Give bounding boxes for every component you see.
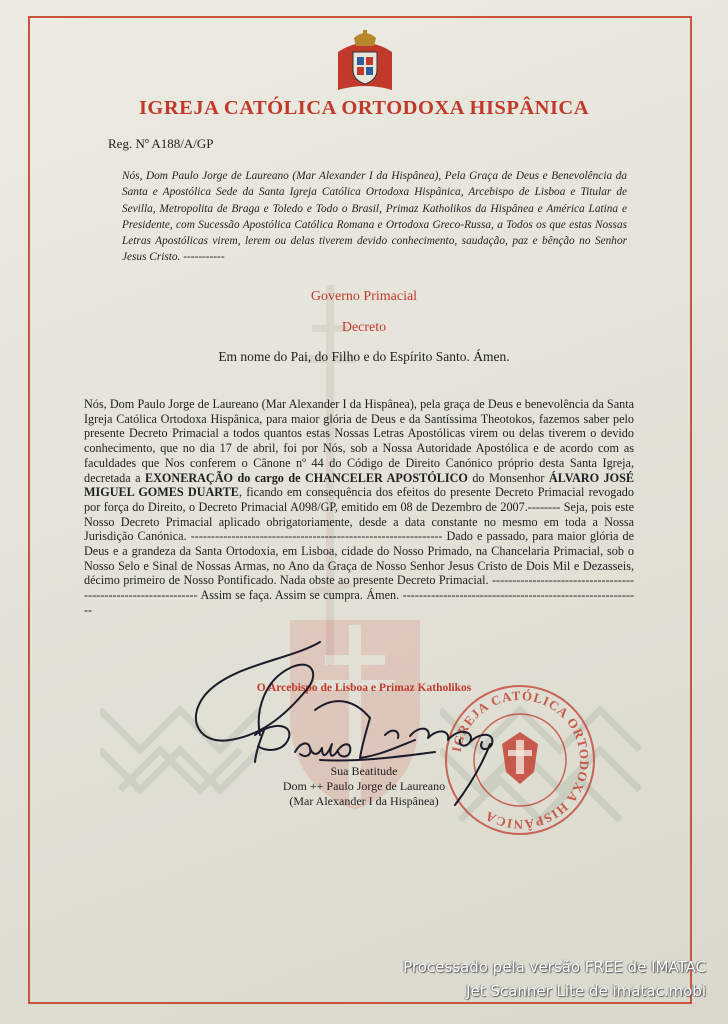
- heading-decreto: Decreto: [341, 320, 387, 335]
- signer-line-name: Dom ++ Paulo Jorge de Laureano: [282, 779, 446, 793]
- decree-body-part2: do Monsenhor: [467, 470, 549, 485]
- signer-block: [0, 764, 728, 809]
- signer-line-title: Sua Beatitude: [330, 764, 398, 778]
- signer-line-alias: (Mar Alexander I da Hispânea): [289, 794, 439, 808]
- registration-number: Reg. Nº A188/A/GP: [108, 136, 214, 151]
- decree-body-part3: , ficando em consequência dos efeitos do presente Decreto Primacial revogado por força do Direito, o Decreto Primacial A098/GP, emitido em 08 de Dezembro de 2007.-------- Seja, pois este Nosso Decreto Primacial aplicado obrigatoriamente, desde a data constante no mesmo em toda a Nossa Jurisdição Canónica. -------------------------------------------------------------- Dado e passado, para maior glória de Deus e a grandeza da Santa Ortodoxia, em Lisboa, cidade do Nosso Primado, na Chancelaria Primacial, sob o Nosso Selo e Sinal de Nossas Armas, no Ano da Graça de Nosso Senhor Jesus Cristo de Dois Mil e Dezasseis, décimo primeiro de Nosso Pontificado. Nada obste ao presente Decreto Primacial. --------------------------------------------------------------- Assim se faça. Assim se cumpra. Ámen. -----------------------------------------------------------: [84, 485, 634, 617]
- heading-governo-primacial: Governo Primacial: [310, 289, 418, 304]
- coat-of-arms-icon: [336, 30, 394, 94]
- decree-name-bold: ÁLVARO JOSÉ MIGUEL GOMES DUARTE: [84, 470, 634, 500]
- invocation-line: Em nome do Pai, do Filho e do Espírito Santo. Ámen.: [218, 349, 510, 364]
- decree-body: [84, 397, 634, 618]
- church-title: IGREJA CATÓLICA ORTODOXA HISPÂNICA: [138, 97, 590, 119]
- seal-text: IGREJA CATÓLICA ORTODOXA HISPÂNICA: [448, 687, 593, 833]
- intro-paragraph: Nós, Dom Paulo Jorge de Laureano (Mar Alexander I da Hispânea), Pela Graça de Deus e Benevolência da Santa e Apostólica Sede da Santa Igreja Católica Ortodoxa Hispânica, Arcebispo de Lisboa e Titular de Sevilla, Metropolita de Braga e Toledo e Todo o Brasil, Primaz Katholikos da Hispânea e América Latina e Presidente, com Sucessão Apostólica Católica Romana e Ortodoxa Greco-Russa, a Todos os que estas Nossas Letras Apostólicas virem, lerem ou delas tiverem devido conhecimento, saudação, paz e bênção no Senhor Jesus Cristo. -----------: [122, 170, 627, 264]
- scanner-footer-line2: Jet Scanner Lite de imatac.mobi: [466, 982, 706, 1000]
- scanner-footer-line1: Processado pela versão FREE de IMATAC: [403, 958, 706, 976]
- decree-exoneration-bold: EXONERAÇÃO do cargo de CHANCELER APOSTÓLICO: [144, 470, 468, 485]
- signer-title: O Arcebispo de Lisboa e Primaz Katholikos: [256, 682, 472, 694]
- decree-body-part1: Nós, Dom Paulo Jorge de Laureano (Mar Alexander I da Hispânea), pela graça de Deus e benevolência da Santa Igreja Católica Ortodoxa Hispânica, para maior glória de Deus e da Santíssima Theotokos, fazemos saber pelo presente Decreto Primacial a todos quantos estas Nossas Letras Apostólicas virem ou delas tiverem o devido conhecimento, que no dia 17 de abril, foi por Nós, sob a Nossa Autoridade Apostólica e de acordo com as faculdades que Nos conferem o Cânone nº 44 do Código de Direito Canónico próprio desta Santa Igreja, decretada a: [84, 397, 634, 485]
